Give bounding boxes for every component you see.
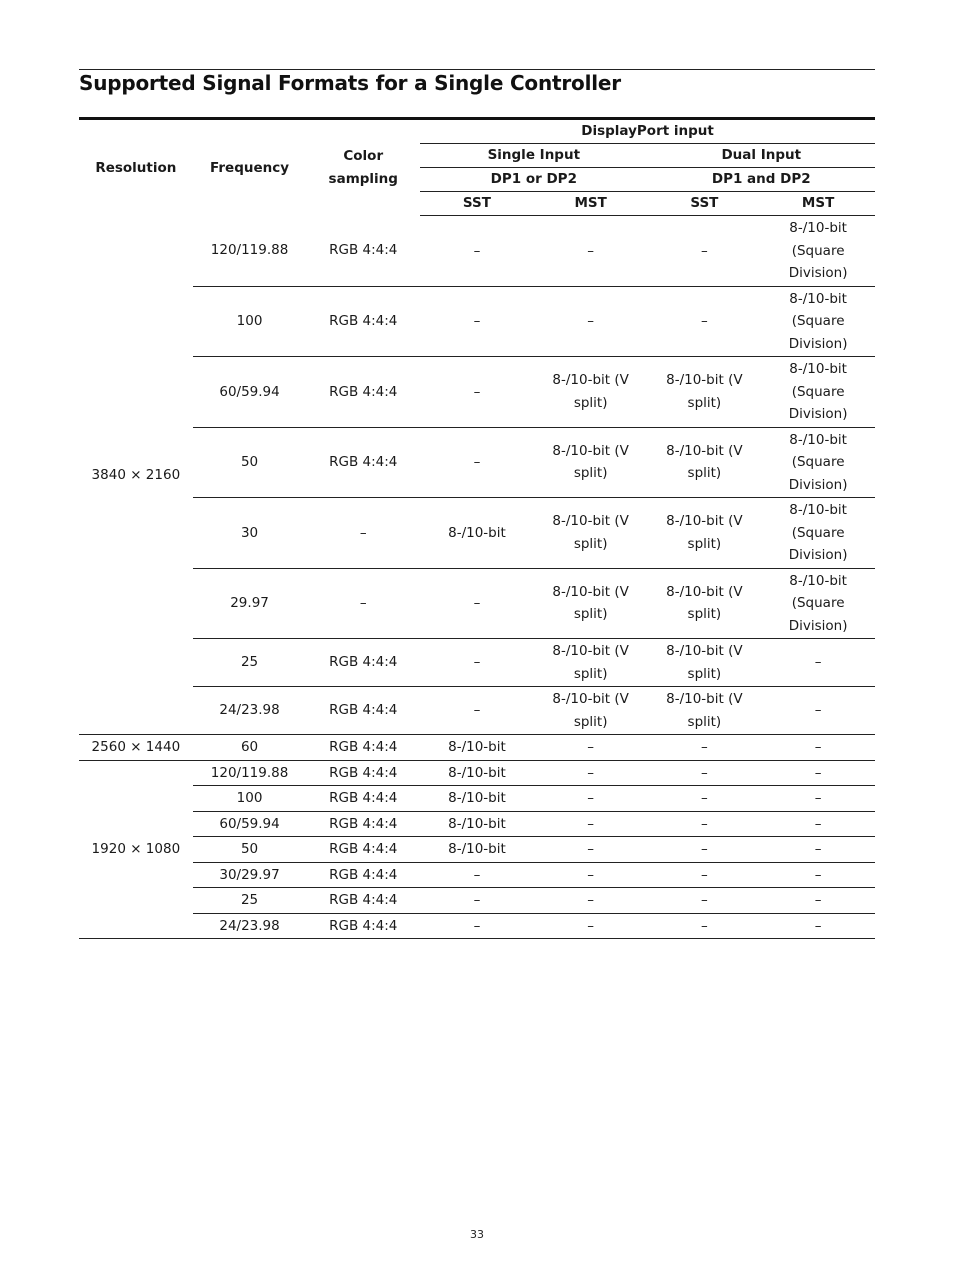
single-mst-cell: 8-/10-bit (V split): [534, 427, 648, 498]
resolution-cell: 1920 × 1080: [79, 760, 193, 939]
header-resolution: Resolution: [79, 119, 193, 216]
dual-mst-cell: –: [761, 811, 875, 837]
color-sampling-cell: RGB 4:4:4: [306, 286, 420, 357]
single-mst-cell: –: [534, 811, 648, 837]
color-sampling-cell: RGB 4:4:4: [306, 639, 420, 687]
dual-sst-cell: 8-/10-bit (V split): [648, 357, 762, 428]
frequency-cell: 25: [193, 888, 307, 914]
table-row: [79, 760, 875, 786]
frequency-cell: 30/29.97: [193, 862, 307, 888]
single-mst-cell: 8-/10-bit (V split): [534, 568, 648, 639]
header-single-input: Single Input: [420, 144, 647, 168]
single-mst-cell: –: [534, 862, 648, 888]
dual-sst-cell: –: [648, 837, 762, 863]
dual-sst-cell: –: [648, 811, 762, 837]
dual-sst-cell: –: [648, 913, 762, 939]
single-mst-cell: –: [534, 286, 648, 357]
table-row: [79, 687, 875, 735]
color-sampling-cell: RGB 4:4:4: [306, 357, 420, 428]
single-sst-cell: 8-/10-bit: [420, 786, 534, 812]
header-mst-dual: MST: [761, 192, 875, 216]
dual-mst-cell: –: [761, 862, 875, 888]
color-sampling-cell: RGB 4:4:4: [306, 837, 420, 863]
single-mst-cell: –: [534, 888, 648, 914]
signal-formats-table: [79, 117, 875, 939]
page-title: Supported Signal Formats for a Single Controller: [79, 71, 621, 95]
page-number: 33: [470, 1228, 484, 1241]
table-row: [79, 498, 875, 569]
dual-sst-cell: 8-/10-bit (V split): [648, 568, 762, 639]
frequency-cell: 120/119.88: [193, 760, 307, 786]
color-sampling-cell: RGB 4:4:4: [306, 811, 420, 837]
table-row: [79, 913, 875, 939]
single-sst-cell: –: [420, 286, 534, 357]
header-dp1-and-dp2: DP1 and DP2: [648, 168, 875, 192]
single-sst-cell: 8-/10-bit: [420, 735, 534, 761]
frequency-cell: 25: [193, 639, 307, 687]
dual-sst-cell: –: [648, 786, 762, 812]
frequency-cell: 60: [193, 735, 307, 761]
dual-sst-cell: 8-/10-bit (V split): [648, 427, 762, 498]
single-mst-cell: –: [534, 786, 648, 812]
table-row: [79, 427, 875, 498]
table-row: [79, 357, 875, 428]
table-row: [79, 216, 875, 287]
header-sst-single: SST: [420, 192, 534, 216]
header-sst-dual: SST: [648, 192, 762, 216]
color-sampling-cell: RGB 4:4:4: [306, 216, 420, 287]
single-sst-cell: –: [420, 639, 534, 687]
table-body: [79, 216, 875, 939]
header-frequency: Frequency: [193, 119, 307, 216]
header-displayport-input: DisplayPort input: [420, 119, 875, 144]
color-sampling-cell: RGB 4:4:4: [306, 687, 420, 735]
frequency-cell: 24/23.98: [193, 913, 307, 939]
single-sst-cell: 8-/10-bit: [420, 498, 534, 569]
frequency-cell: 120/119.88: [193, 216, 307, 287]
dual-sst-cell: –: [648, 216, 762, 287]
single-sst-cell: 8-/10-bit: [420, 811, 534, 837]
single-mst-cell: –: [534, 760, 648, 786]
single-sst-cell: –: [420, 862, 534, 888]
frequency-cell: 60/59.94: [193, 811, 307, 837]
color-sampling-cell: RGB 4:4:4: [306, 913, 420, 939]
dual-mst-cell: –: [761, 639, 875, 687]
single-mst-cell: 8-/10-bit (V split): [534, 687, 648, 735]
single-mst-cell: 8-/10-bit (V split): [534, 357, 648, 428]
dual-sst-cell: 8-/10-bit (V split): [648, 639, 762, 687]
dual-mst-cell: –: [761, 913, 875, 939]
dual-sst-cell: 8-/10-bit (V split): [648, 687, 762, 735]
frequency-cell: 100: [193, 786, 307, 812]
single-mst-cell: 8-/10-bit (V split): [534, 498, 648, 569]
dual-mst-cell: –: [761, 760, 875, 786]
frequency-cell: 60/59.94: [193, 357, 307, 428]
frequency-cell: 30: [193, 498, 307, 569]
header-color-sampling: Color sampling: [306, 119, 420, 216]
dual-sst-cell: –: [648, 760, 762, 786]
single-sst-cell: –: [420, 568, 534, 639]
color-sampling-cell: RGB 4:4:4: [306, 786, 420, 812]
color-sampling-cell: –: [306, 498, 420, 569]
color-sampling-cell: RGB 4:4:4: [306, 735, 420, 761]
frequency-cell: 29.97: [193, 568, 307, 639]
header-mst-single: MST: [534, 192, 648, 216]
table-row: [79, 888, 875, 914]
dual-mst-cell: –: [761, 786, 875, 812]
dual-mst-cell: –: [761, 837, 875, 863]
single-sst-cell: –: [420, 427, 534, 498]
single-sst-cell: –: [420, 216, 534, 287]
single-mst-cell: –: [534, 735, 648, 761]
color-sampling-cell: RGB 4:4:4: [306, 888, 420, 914]
header-dp1-or-dp2: DP1 or DP2: [420, 168, 647, 192]
dual-mst-cell: –: [761, 735, 875, 761]
table-row: [79, 568, 875, 639]
single-mst-cell: 8-/10-bit (V split): [534, 639, 648, 687]
dual-sst-cell: –: [648, 862, 762, 888]
single-mst-cell: –: [534, 913, 648, 939]
table-row: [79, 639, 875, 687]
table-row: [79, 735, 875, 761]
header-dual-input: Dual Input: [648, 144, 875, 168]
resolution-cell: 3840 × 2160: [79, 216, 193, 735]
color-sampling-cell: RGB 4:4:4: [306, 862, 420, 888]
dual-mst-cell: 8-/10-bit (Square Division): [761, 427, 875, 498]
dual-mst-cell: 8-/10-bit (Square Division): [761, 286, 875, 357]
single-sst-cell: –: [420, 913, 534, 939]
resolution-cell: 2560 × 1440: [79, 735, 193, 761]
single-sst-cell: 8-/10-bit: [420, 837, 534, 863]
table-row: [79, 811, 875, 837]
single-sst-cell: 8-/10-bit: [420, 760, 534, 786]
single-sst-cell: –: [420, 687, 534, 735]
table-row: [79, 286, 875, 357]
frequency-cell: 100: [193, 286, 307, 357]
single-sst-cell: –: [420, 357, 534, 428]
frequency-cell: 24/23.98: [193, 687, 307, 735]
table-row: [79, 786, 875, 812]
single-sst-cell: –: [420, 888, 534, 914]
color-sampling-cell: RGB 4:4:4: [306, 760, 420, 786]
dual-mst-cell: 8-/10-bit (Square Division): [761, 498, 875, 569]
color-sampling-cell: –: [306, 568, 420, 639]
table-row: [79, 862, 875, 888]
table-row: [79, 837, 875, 863]
single-mst-cell: –: [534, 837, 648, 863]
color-sampling-cell: RGB 4:4:4: [306, 427, 420, 498]
frequency-cell: 50: [193, 837, 307, 863]
dual-sst-cell: 8-/10-bit (V split): [648, 498, 762, 569]
dual-sst-cell: –: [648, 888, 762, 914]
dual-mst-cell: 8-/10-bit (Square Division): [761, 216, 875, 287]
dual-sst-cell: –: [648, 286, 762, 357]
frequency-cell: 50: [193, 427, 307, 498]
single-mst-cell: –: [534, 216, 648, 287]
dual-mst-cell: –: [761, 888, 875, 914]
dual-mst-cell: 8-/10-bit (Square Division): [761, 357, 875, 428]
dual-mst-cell: 8-/10-bit (Square Division): [761, 568, 875, 639]
table-header: [79, 119, 875, 216]
dual-mst-cell: –: [761, 687, 875, 735]
dual-sst-cell: –: [648, 735, 762, 761]
